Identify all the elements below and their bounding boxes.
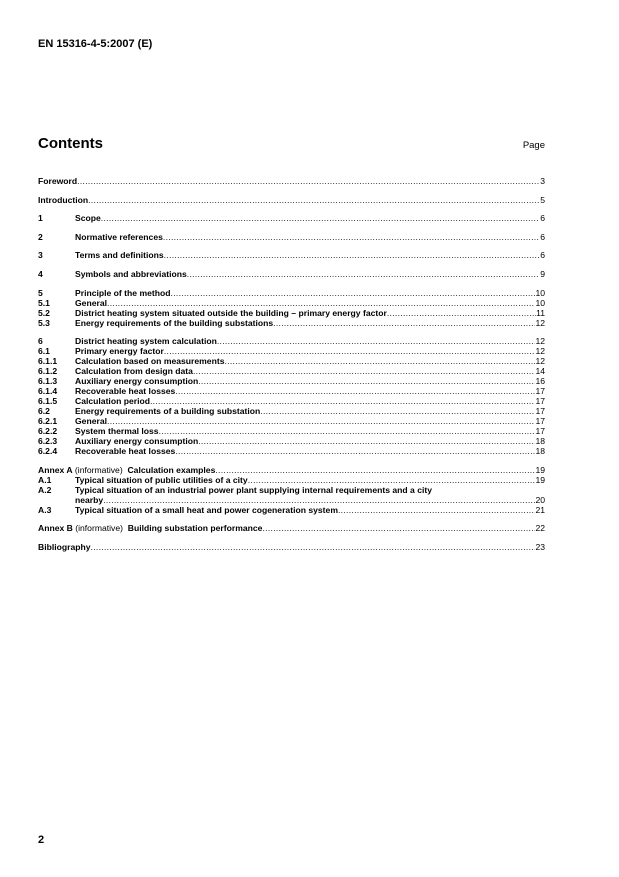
toc-entry-title: Terms and definitions	[75, 250, 164, 261]
toc-entry-number: A.1	[38, 474, 52, 485]
toc-entry-number: 5.2	[38, 307, 50, 318]
toc-entry-title: General	[75, 416, 108, 427]
toc-entry[interactable]	[38, 176, 545, 186]
toc-entry[interactable]	[38, 232, 545, 242]
toc-entry-page: 14	[535, 366, 545, 377]
toc-entry-number: 5.3	[38, 317, 50, 328]
toc-entry-title: Normative references	[75, 231, 163, 242]
leader-dots	[164, 346, 536, 356]
toc-entry-title: Typical situation of public utilities of a city	[75, 474, 248, 485]
leader-dots	[171, 288, 536, 298]
toc-entry[interactable]	[38, 213, 545, 223]
leader-dots	[88, 195, 539, 205]
toc-entry-number: 6.2.1	[38, 416, 58, 427]
toc-entry-title: Recoverable heat losses	[75, 386, 176, 397]
toc-entry-page: 6	[540, 250, 545, 261]
toc-entry-title: Scope	[75, 213, 101, 224]
leader-dots	[387, 308, 536, 318]
toc-entry-page: 10	[535, 287, 545, 298]
toc-entry[interactable]	[38, 446, 545, 456]
toc-entry-title: Typical situation of an industrial power plant supplying internal requirements and a city	[75, 484, 433, 495]
toc-entry[interactable]	[38, 505, 545, 515]
toc-entry-title: Auxiliary energy consumption	[75, 376, 199, 387]
toc-entry-title: General	[75, 297, 108, 308]
toc-entry[interactable]	[38, 426, 545, 436]
leader-dots	[198, 376, 535, 386]
toc-entry-number: 5	[38, 287, 43, 298]
leader-dots	[77, 176, 539, 186]
leader-dots	[164, 250, 539, 260]
toc-entry-page: 17	[535, 406, 545, 417]
toc-entry-title: Building substation performance	[127, 523, 263, 534]
toc-entry-page: 12	[535, 336, 545, 347]
toc-entry-page: 3	[540, 176, 545, 186]
toc-entry[interactable]	[38, 298, 545, 308]
toc-entry-page: 17	[535, 396, 545, 407]
toc-entry[interactable]	[38, 195, 545, 205]
toc-entry[interactable]	[38, 406, 545, 416]
toc-entry-number: 6.1.1	[38, 356, 58, 367]
leader-dots	[198, 436, 535, 446]
leader-dots	[273, 318, 535, 328]
toc-entry[interactable]	[38, 318, 545, 328]
toc-entry-title: Energy requirements of the building substations	[75, 317, 274, 328]
toc-entry[interactable]	[38, 416, 545, 426]
toc-entry-title: Calculation period	[75, 396, 150, 407]
leader-dots	[248, 475, 536, 485]
leader-dots	[260, 406, 535, 416]
toc-entry-number: 6	[38, 336, 43, 347]
toc-entry-title: Principle of the method	[75, 287, 171, 298]
toc-entry-page: 12	[535, 356, 545, 367]
toc-entry-title: Symbols and abbreviations	[75, 268, 187, 279]
toc-entry-number: A.3	[38, 504, 52, 515]
toc-entry-number: 6.2.2	[38, 426, 58, 437]
contents-title: Contents	[38, 135, 103, 152]
leader-dots	[187, 269, 539, 279]
toc-entry-title: Calculation based on measurements	[75, 356, 225, 367]
leader-dots	[224, 356, 535, 366]
leader-dots	[107, 298, 535, 308]
toc-entry[interactable]	[38, 366, 545, 376]
toc-entry-page: 22	[535, 523, 545, 534]
document-header: EN 15316-4-5:2007 (E)	[38, 38, 153, 50]
toc-entry-page: 11	[536, 307, 545, 318]
leader-dots	[215, 465, 535, 475]
toc-entry-title: Auxiliary energy consumption	[75, 436, 199, 447]
toc-entry-number: 6.1.5	[38, 396, 58, 407]
toc-entry-title-continued: nearby	[75, 494, 104, 505]
leader-dots	[175, 386, 535, 396]
page-number: 2	[38, 834, 45, 846]
leader-dots	[103, 495, 535, 505]
toc-entry[interactable]	[38, 346, 545, 356]
toc-entry-page: 21	[535, 504, 545, 515]
leader-dots	[262, 523, 535, 533]
toc-entry[interactable]	[38, 288, 545, 298]
toc-entry-number: A.2	[38, 484, 52, 495]
leader-dots	[163, 232, 539, 242]
toc-entry[interactable]	[38, 356, 545, 366]
toc-entry-number: 4	[38, 268, 43, 279]
toc-entry[interactable]	[38, 436, 545, 446]
toc-entry-page: 12	[535, 346, 545, 357]
leader-dots	[101, 213, 539, 223]
toc-entry[interactable]	[38, 376, 545, 386]
leader-dots	[107, 416, 535, 426]
toc-entry-title: Calculation from design data	[75, 366, 193, 377]
leader-dots	[217, 336, 536, 346]
toc-entry[interactable]	[38, 308, 545, 318]
leader-dots	[338, 505, 535, 515]
annex-label: Annex A	[38, 464, 73, 475]
toc-entry-page: 17	[535, 416, 545, 427]
toc-entry-page: 23	[535, 541, 545, 552]
annex-kind: (informative)	[72, 523, 128, 534]
toc-entry[interactable]	[38, 485, 545, 505]
toc-entry-number: 5.1	[38, 297, 50, 308]
toc-entry-number: 2	[38, 231, 43, 242]
toc-entry-page: 18	[535, 446, 545, 457]
toc-entry-title: Bibliography	[38, 541, 91, 552]
toc-entry-number: 6.2.3	[38, 436, 58, 447]
toc-entry[interactable]	[38, 465, 545, 475]
toc-entry-title: District heating system situated outside the building – primary energy factor	[75, 307, 387, 318]
annex-label: Annex B	[38, 523, 73, 534]
toc-entry-title: Energy requirements of a building substation	[75, 406, 261, 417]
toc-entry-number: 1	[38, 213, 43, 224]
toc-entry-page: 16	[535, 376, 545, 387]
toc-entry[interactable]	[38, 336, 545, 346]
toc-entry-title: Foreword	[38, 176, 78, 186]
annex-kind: (informative)	[72, 464, 128, 475]
page-column-label: Page	[522, 140, 545, 151]
toc-entry-page: 19	[535, 474, 545, 485]
toc-entry-number: 6.1	[38, 346, 50, 357]
toc-entry-page: 17	[535, 386, 545, 397]
toc-entry-page: 9	[540, 268, 545, 279]
toc-entry-number: 6.1.2	[38, 366, 58, 377]
toc-entry-number: 6.2.4	[38, 446, 58, 457]
toc-entry-page: 18	[535, 436, 545, 447]
toc-entry-page: 5	[540, 194, 545, 205]
leader-dots	[91, 542, 536, 552]
toc-entry[interactable]	[38, 475, 545, 485]
leader-dots	[150, 396, 535, 406]
leader-dots	[193, 366, 535, 376]
toc-entry-title: Recoverable heat losses	[75, 446, 176, 457]
toc-entry[interactable]	[38, 523, 545, 533]
toc-entry-page: 6	[540, 231, 545, 242]
toc-entry-title: Primary energy factor	[75, 346, 164, 357]
toc-entry-page: 10	[535, 297, 545, 308]
toc-entry-number: 6.1.3	[38, 376, 58, 387]
toc-entry[interactable]	[38, 542, 545, 552]
toc-entry-page: 19	[535, 464, 545, 475]
toc-entry-number: 6.2	[38, 406, 50, 417]
toc-entry[interactable]	[38, 269, 545, 279]
toc-entry-title: District heating system calculation	[75, 336, 217, 347]
toc-entry-title: System thermal loss	[75, 426, 159, 437]
toc-entry-page: 20	[535, 494, 545, 505]
toc-entry-title: Introduction	[38, 194, 89, 205]
toc-entry-page: 6	[540, 213, 545, 224]
toc-entry[interactable]	[38, 386, 545, 396]
toc-entry-page: 12	[535, 317, 545, 328]
toc-entry[interactable]	[38, 396, 545, 406]
toc-entry-page: 17	[535, 426, 545, 437]
leader-dots	[175, 446, 535, 456]
toc-entry[interactable]	[38, 250, 545, 260]
toc-entry-number: 6.1.4	[38, 386, 58, 397]
toc-entry-title: Typical situation of a small heat and power cogeneration system	[75, 504, 338, 515]
table-of-contents	[38, 176, 545, 552]
toc-entry-title: Calculation examples	[127, 464, 216, 475]
toc-entry-number: 3	[38, 250, 43, 261]
leader-dots	[159, 426, 536, 436]
